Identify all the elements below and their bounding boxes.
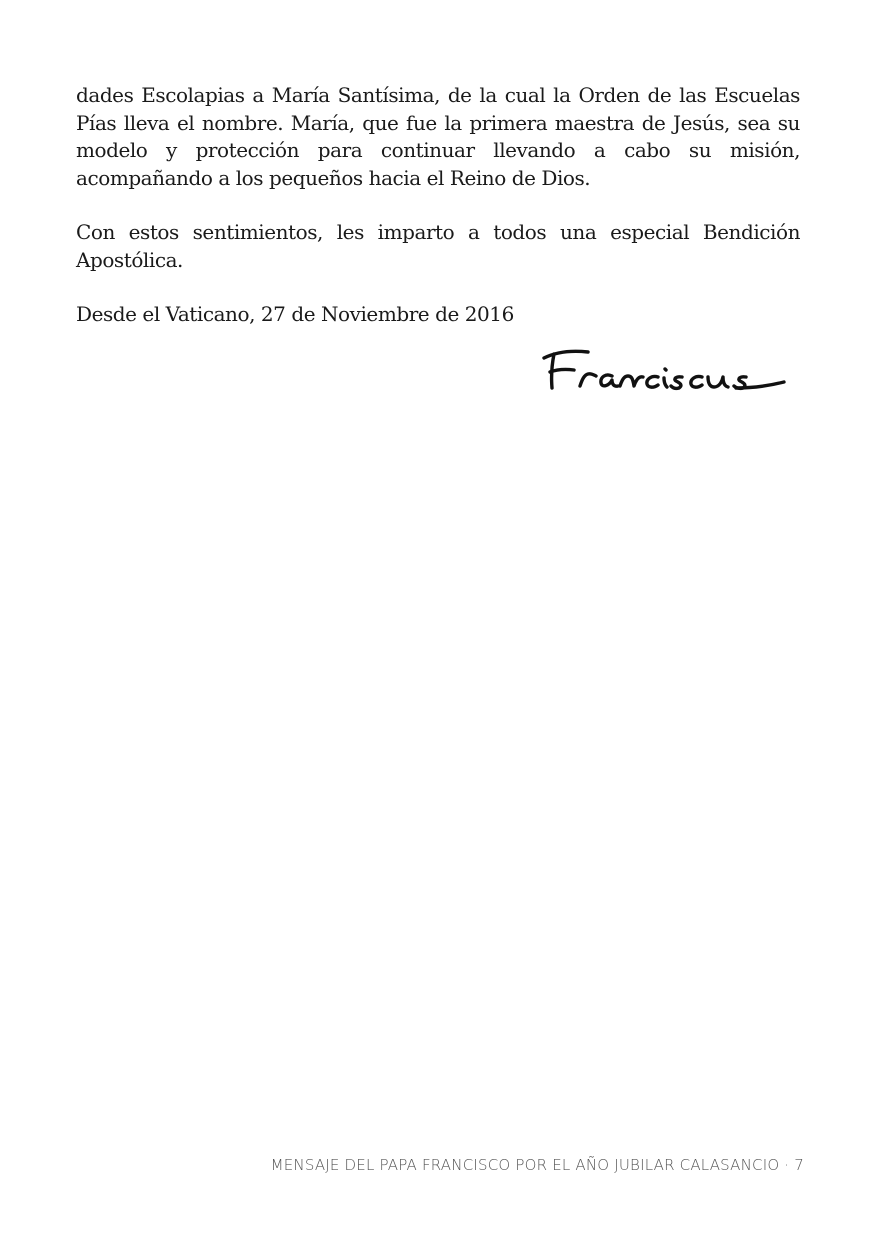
paragraph-closing-dedication: dades Escolapias a María Santísima, de la cual la Orden de las Escuelas Pías lleva el nombre. María, que fue la primera maestra de Jesús, sea su modelo y protección para continuar llevando a cabo su misión, acompañando a los pequeños hacia el Reino de Dios. — [76, 83, 800, 190]
paragraph-place-date: Desde el Vaticano, 27 de Noviembre de 2016 — [76, 302, 514, 326]
handwritten-signature — [540, 342, 790, 398]
paragraph-blessing: Con estos sentimientos, les imparto a todos una especial Bendición Apostólica. — [76, 220, 800, 272]
letter-body — [76, 82, 800, 356]
page-footer-running-title: MENSAJE DEL PAPA FRANCISCO POR EL AÑO JUBILAR CALASANCIO · 7 — [270, 1156, 804, 1174]
